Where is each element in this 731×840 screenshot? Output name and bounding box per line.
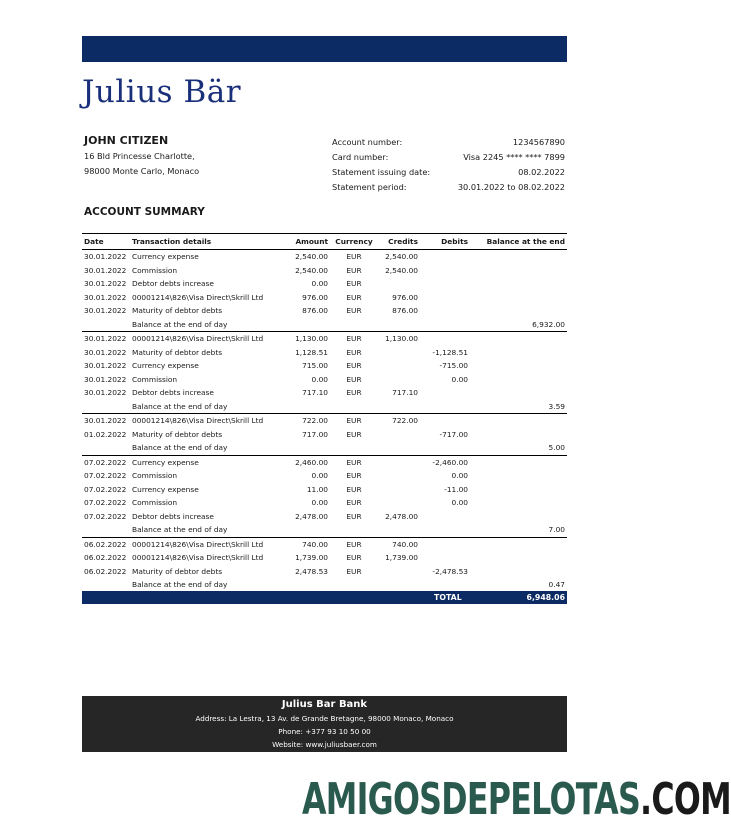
total-value: 6,948.06 bbox=[526, 593, 565, 602]
debits-cell: -715.00 bbox=[439, 361, 468, 371]
details-cell: Currency expense bbox=[132, 484, 199, 494]
currency-cell: EUR bbox=[346, 347, 362, 357]
date-cell: 30.01.2022 bbox=[84, 374, 127, 384]
table-row bbox=[82, 359, 567, 373]
date-cell: 30.01.2022 bbox=[84, 252, 127, 262]
column-header: Date bbox=[82, 234, 130, 250]
debits-cell: -1,128.51 bbox=[432, 347, 468, 357]
details-cell: 00001214\826\Visa Direct\Skrill Ltd bbox=[132, 553, 264, 563]
balance-cell bbox=[470, 469, 567, 483]
debits-cell bbox=[420, 537, 470, 551]
column-header: Currency bbox=[330, 234, 378, 250]
amount-cell: 2,478.53 bbox=[295, 566, 328, 576]
currency-cell: EUR bbox=[346, 279, 362, 289]
details-cell: Commission bbox=[132, 265, 178, 275]
amount-cell: 717.10 bbox=[302, 388, 328, 398]
details-cell: Currency expense bbox=[132, 252, 199, 262]
debits-cell: 0.00 bbox=[451, 471, 468, 481]
debits-cell bbox=[420, 551, 470, 565]
date-cell bbox=[82, 578, 130, 592]
table-row bbox=[82, 264, 567, 278]
date-cell: 30.01.2022 bbox=[84, 265, 127, 275]
currency-cell: EUR bbox=[346, 484, 362, 494]
date-cell: 30.01.2022 bbox=[84, 347, 127, 357]
currency-cell: EUR bbox=[346, 334, 362, 344]
date-cell bbox=[82, 523, 130, 537]
details-cell: Debtor debts increase bbox=[132, 388, 214, 398]
table-row bbox=[82, 578, 567, 592]
table-row bbox=[82, 318, 567, 332]
date-cell bbox=[82, 318, 130, 332]
balance-cell bbox=[470, 346, 567, 360]
amount-cell: 1,128.51 bbox=[295, 347, 328, 357]
amount-cell: 876.00 bbox=[302, 306, 328, 316]
details-cell: Balance at the end of day bbox=[130, 523, 282, 537]
date-cell bbox=[82, 441, 130, 455]
debits-cell bbox=[420, 386, 470, 400]
currency-cell bbox=[330, 578, 378, 592]
date-cell: 30.01.2022 bbox=[84, 388, 127, 398]
column-header: Amount bbox=[282, 234, 330, 250]
balance-cell bbox=[470, 359, 567, 373]
credits-cell bbox=[378, 483, 420, 497]
header-bar bbox=[82, 36, 567, 62]
credits-cell: 1,739.00 bbox=[385, 553, 418, 563]
details-cell: 00001214\826\Visa Direct\Skrill Ltd bbox=[132, 292, 264, 302]
amount-cell: 740.00 bbox=[302, 539, 328, 549]
table-row bbox=[82, 346, 567, 360]
date-cell: 30.01.2022 bbox=[84, 292, 127, 302]
currency-cell: EUR bbox=[346, 553, 362, 563]
date-cell: 07.02.2022 bbox=[84, 484, 127, 494]
date-cell: 06.02.2022 bbox=[84, 566, 127, 576]
currency-cell: EUR bbox=[346, 429, 362, 439]
credits-cell bbox=[378, 441, 420, 455]
details-cell: Debtor debts increase bbox=[132, 511, 214, 521]
credits-cell: 1,130.00 bbox=[385, 334, 418, 344]
credits-cell bbox=[378, 578, 420, 592]
table-row bbox=[82, 551, 567, 565]
credits-cell bbox=[378, 469, 420, 483]
date-cell: 30.01.2022 bbox=[84, 279, 127, 289]
credits-cell bbox=[378, 359, 420, 373]
debits-cell bbox=[420, 441, 470, 455]
amount-cell bbox=[282, 578, 330, 592]
amount-cell: 2,540.00 bbox=[295, 265, 328, 275]
customer-address-line2: 98000 Monte Carlo, Monaco bbox=[84, 166, 200, 176]
total-label: TOTAL bbox=[434, 593, 462, 602]
account-info-label: Statement period: bbox=[332, 182, 407, 192]
table-row bbox=[82, 455, 567, 469]
debits-cell bbox=[420, 318, 470, 332]
amount-cell: 0.00 bbox=[311, 471, 328, 481]
details-cell: Maturity of debtor debts bbox=[132, 347, 223, 357]
details-cell: 00001214\826\Visa Direct\Skrill Ltd bbox=[132, 334, 264, 344]
credits-cell: 2,478.00 bbox=[385, 511, 418, 521]
debits-cell bbox=[420, 332, 470, 346]
account-info-label: Card number: bbox=[332, 152, 389, 162]
balance-cell: 5.00 bbox=[470, 441, 567, 455]
table-row bbox=[82, 291, 567, 305]
amount-cell: 717.00 bbox=[302, 429, 328, 439]
table-row bbox=[82, 414, 567, 428]
balance-cell: 3.59 bbox=[470, 400, 567, 414]
credits-cell: 717.10 bbox=[392, 388, 418, 398]
footer-address: Address: La Lestra, 13 Av. de Grande Bretagne, 98000 Monaco, Monaco bbox=[195, 714, 454, 723]
amount-cell: 2,478.00 bbox=[295, 511, 328, 521]
balance-cell bbox=[470, 510, 567, 524]
issuing-date-row bbox=[332, 165, 565, 180]
table-row bbox=[82, 483, 567, 497]
account-info-value: Visa 2245 **** **** 7899 bbox=[463, 152, 565, 162]
watermark bbox=[302, 774, 731, 825]
credits-cell bbox=[378, 496, 420, 510]
credits-cell bbox=[378, 400, 420, 414]
balance-cell bbox=[470, 373, 567, 387]
footer-website: Website: www.juliusbaer.com bbox=[272, 740, 377, 749]
table-header-row bbox=[82, 234, 567, 250]
table-row bbox=[82, 428, 567, 442]
balance-cell: 7.00 bbox=[470, 523, 567, 537]
credits-cell: 876.00 bbox=[392, 306, 418, 316]
date-cell: 07.02.2022 bbox=[84, 498, 127, 508]
amount-cell: 715.00 bbox=[302, 361, 328, 371]
footer bbox=[82, 696, 567, 752]
column-header: Debits bbox=[420, 234, 470, 250]
table-row bbox=[82, 386, 567, 400]
account-info-label: Account number: bbox=[332, 137, 403, 147]
currency-cell bbox=[330, 441, 378, 455]
amount-cell: 722.00 bbox=[302, 416, 328, 426]
currency-cell: EUR bbox=[346, 511, 362, 521]
credits-cell bbox=[378, 277, 420, 291]
debits-cell bbox=[420, 277, 470, 291]
table-row bbox=[82, 400, 567, 414]
credits-cell bbox=[378, 523, 420, 537]
credits-cell: 740.00 bbox=[392, 539, 418, 549]
balance-cell bbox=[470, 332, 567, 346]
table-row bbox=[82, 523, 567, 537]
debits-cell bbox=[420, 250, 470, 264]
debits-cell bbox=[420, 414, 470, 428]
details-cell: Balance at the end of day bbox=[130, 578, 282, 592]
currency-cell bbox=[330, 523, 378, 537]
statement-period-row bbox=[332, 180, 565, 195]
balance-cell bbox=[470, 264, 567, 278]
table-row bbox=[82, 537, 567, 551]
credits-cell: 2,540.00 bbox=[385, 265, 418, 275]
date-cell: 07.02.2022 bbox=[84, 457, 127, 467]
debits-cell bbox=[420, 523, 470, 537]
amount-cell bbox=[282, 400, 330, 414]
amount-cell bbox=[282, 441, 330, 455]
account-summary-title: ACCOUNT SUMMARY bbox=[84, 206, 205, 218]
table-row bbox=[82, 332, 567, 346]
credits-cell: 2,540.00 bbox=[385, 252, 418, 262]
currency-cell: EUR bbox=[346, 471, 362, 481]
currency-cell: EUR bbox=[346, 265, 362, 275]
date-cell: 07.02.2022 bbox=[84, 511, 127, 521]
amount-cell: 2,540.00 bbox=[295, 252, 328, 262]
table-row bbox=[82, 565, 567, 579]
currency-cell: EUR bbox=[346, 292, 362, 302]
currency-cell: EUR bbox=[346, 566, 362, 576]
details-cell: Commission bbox=[132, 498, 178, 508]
currency-cell: EUR bbox=[346, 539, 362, 549]
account-info-block bbox=[332, 135, 565, 195]
footer-phone: Phone: +377 93 10 50 00 bbox=[278, 727, 371, 736]
debits-cell bbox=[420, 400, 470, 414]
amount-cell: 11.00 bbox=[306, 484, 328, 494]
balance-cell: 6,932.00 bbox=[470, 318, 567, 332]
debits-cell: -2,478.53 bbox=[432, 566, 468, 576]
card-number-row bbox=[332, 150, 565, 165]
currency-cell: EUR bbox=[346, 306, 362, 316]
balance-cell bbox=[470, 537, 567, 551]
customer-address-line1: 16 Bld Princesse Charlotte, bbox=[84, 151, 195, 161]
date-cell: 30.01.2022 bbox=[84, 334, 127, 344]
currency-cell: EUR bbox=[346, 361, 362, 371]
balance-cell: 0.47 bbox=[470, 578, 567, 592]
account-info-value: 08.02.2022 bbox=[518, 167, 565, 177]
details-cell: Balance at the end of day bbox=[130, 400, 282, 414]
balance-cell bbox=[470, 496, 567, 510]
amount-cell: 0.00 bbox=[311, 279, 328, 289]
details-cell: Maturity of debtor debts bbox=[132, 429, 223, 439]
debits-cell bbox=[420, 578, 470, 592]
credits-cell bbox=[378, 428, 420, 442]
amount-cell: 1,739.00 bbox=[295, 553, 328, 563]
account-info-value: 30.01.2022 to 08.02.2022 bbox=[457, 182, 565, 192]
balance-cell bbox=[470, 414, 567, 428]
credits-cell bbox=[378, 373, 420, 387]
footer-bank-name: Julius Bar Bank bbox=[281, 699, 368, 710]
account-info-value: 1234567890 bbox=[512, 137, 565, 147]
amount-cell: 2,460.00 bbox=[295, 457, 328, 467]
table-row bbox=[82, 496, 567, 510]
debits-cell: -11.00 bbox=[444, 484, 468, 494]
debits-cell bbox=[420, 291, 470, 305]
balance-cell bbox=[470, 455, 567, 469]
date-cell: 30.01.2022 bbox=[84, 416, 127, 426]
credits-cell: 976.00 bbox=[392, 292, 418, 302]
account-info-label: Statement issuing date: bbox=[332, 167, 431, 177]
total-bar bbox=[82, 591, 567, 604]
column-header: Credits bbox=[378, 234, 420, 250]
balance-cell bbox=[470, 428, 567, 442]
details-cell: Maturity of debtor debts bbox=[132, 566, 223, 576]
table-row bbox=[82, 469, 567, 483]
watermark-suffix: .COM bbox=[640, 774, 731, 825]
details-cell: 00001214\826\Visa Direct\Skrill Ltd bbox=[132, 416, 264, 426]
debits-cell bbox=[420, 304, 470, 318]
credits-cell bbox=[378, 455, 420, 469]
balance-cell bbox=[470, 565, 567, 579]
currency-cell: EUR bbox=[346, 416, 362, 426]
currency-cell: EUR bbox=[346, 374, 362, 384]
table-row bbox=[82, 250, 567, 264]
details-cell: Debtor debts increase bbox=[132, 279, 214, 289]
balance-cell bbox=[470, 551, 567, 565]
column-header: Balance at the end bbox=[470, 234, 567, 250]
details-cell: Currency expense bbox=[132, 457, 199, 467]
details-cell: Commission bbox=[132, 374, 178, 384]
credits-cell bbox=[378, 565, 420, 579]
details-cell: Balance at the end of day bbox=[130, 441, 282, 455]
credits-cell: 722.00 bbox=[392, 416, 418, 426]
date-cell: 06.02.2022 bbox=[84, 539, 127, 549]
date-cell: 07.02.2022 bbox=[84, 471, 127, 481]
currency-cell: EUR bbox=[346, 457, 362, 467]
currency-cell bbox=[330, 318, 378, 332]
details-cell: Commission bbox=[132, 471, 178, 481]
balance-cell bbox=[470, 277, 567, 291]
amount-cell bbox=[282, 318, 330, 332]
balance-cell bbox=[470, 291, 567, 305]
details-cell: Balance at the end of day bbox=[130, 318, 282, 332]
details-cell: Currency expense bbox=[132, 361, 199, 371]
credits-cell bbox=[378, 346, 420, 360]
balance-cell bbox=[470, 250, 567, 264]
watermark-main: AMIGOSDEPELOTAS bbox=[302, 774, 641, 825]
amount-cell: 1,130.00 bbox=[295, 334, 328, 344]
currency-cell: EUR bbox=[346, 252, 362, 262]
credits-cell bbox=[378, 318, 420, 332]
debits-cell: -717.00 bbox=[439, 429, 468, 439]
amount-cell: 0.00 bbox=[311, 374, 328, 384]
date-cell: 06.02.2022 bbox=[84, 553, 127, 563]
debits-cell: 0.00 bbox=[451, 498, 468, 508]
column-header: Transaction details bbox=[130, 234, 282, 250]
table-row bbox=[82, 277, 567, 291]
date-cell: 01.02.2022 bbox=[84, 429, 127, 439]
currency-cell bbox=[330, 400, 378, 414]
account-number-row bbox=[332, 135, 565, 150]
date-cell: 30.01.2022 bbox=[84, 361, 127, 371]
balance-cell bbox=[470, 483, 567, 497]
amount-cell bbox=[282, 523, 330, 537]
table-row bbox=[82, 304, 567, 318]
balance-cell bbox=[470, 304, 567, 318]
details-cell: Maturity of debtor debts bbox=[132, 306, 223, 316]
customer-name: JOHN CITIZEN bbox=[84, 134, 169, 147]
bank-logo: Julius Bär bbox=[82, 74, 242, 110]
debits-cell: 0.00 bbox=[451, 374, 468, 384]
table-row bbox=[82, 373, 567, 387]
debits-cell bbox=[420, 264, 470, 278]
date-cell: 30.01.2022 bbox=[84, 306, 127, 316]
balance-cell bbox=[470, 386, 567, 400]
amount-cell: 976.00 bbox=[302, 292, 328, 302]
debits-cell bbox=[420, 510, 470, 524]
details-cell: 00001214\826\Visa Direct\Skrill Ltd bbox=[132, 539, 264, 549]
date-cell bbox=[82, 400, 130, 414]
currency-cell: EUR bbox=[346, 388, 362, 398]
amount-cell: 0.00 bbox=[311, 498, 328, 508]
table-row bbox=[82, 441, 567, 455]
currency-cell: EUR bbox=[346, 498, 362, 508]
table-row bbox=[82, 510, 567, 524]
debits-cell: -2,460.00 bbox=[432, 457, 468, 467]
transactions-table bbox=[82, 233, 567, 593]
